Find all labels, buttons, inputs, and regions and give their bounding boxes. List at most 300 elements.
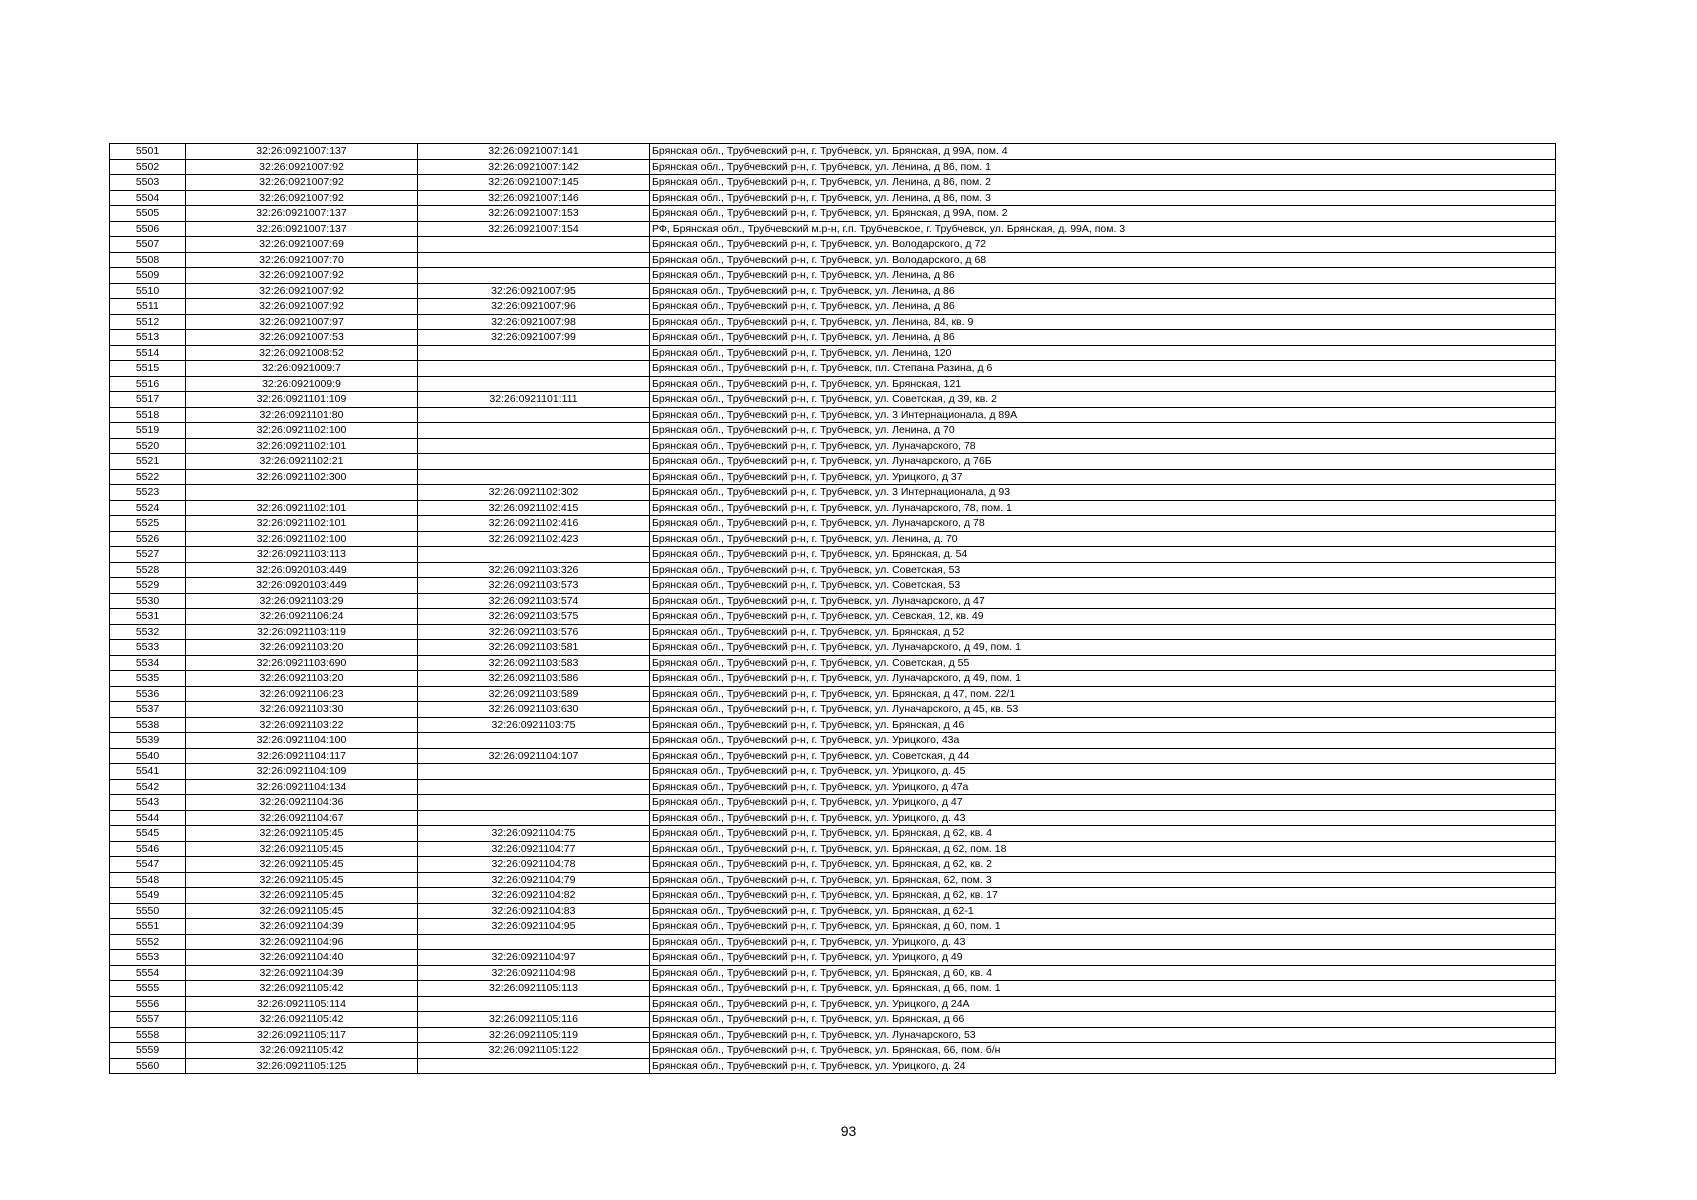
cadastral-number-cell bbox=[418, 376, 650, 392]
cadastral-number-cell: 32:26:0921103:573 bbox=[418, 578, 650, 594]
cadastral-number-cell: 32:26:0921103:586 bbox=[418, 671, 650, 687]
address-cell: Брянская обл., Трубчевский р-н, г. Трубчевск, пл. Степана Разина, д 6 bbox=[650, 361, 1556, 377]
address-cell: Брянская обл., Трубчевский р-н, г. Трубчевск, ул. Урицкого, д 24А bbox=[650, 996, 1556, 1012]
table-row bbox=[110, 578, 1556, 594]
table-row bbox=[110, 268, 1556, 284]
cadastral-number-cell bbox=[418, 407, 650, 423]
address-cell: Брянская обл., Трубчевский р-н, г. Трубчевск, ул. Ленина, д 86, пом. 1 bbox=[650, 159, 1556, 175]
address-cell: Брянская обл., Трубчевский р-н, г. Трубчевск, ул. Брянская, 121 bbox=[650, 376, 1556, 392]
table-row bbox=[110, 593, 1556, 609]
parent-cadastral-number-cell: 32:26:0921104:100 bbox=[186, 733, 418, 749]
parent-cadastral-number-cell: 32:26:0921104:134 bbox=[186, 779, 418, 795]
table-row bbox=[110, 965, 1556, 981]
row-number-cell: 5548 bbox=[110, 872, 186, 888]
address-cell: Брянская обл., Трубчевский р-н, г. Трубчевск, ул. Брянская, д 99А, пом. 2 bbox=[650, 206, 1556, 222]
cadastral-number-cell bbox=[418, 1058, 650, 1074]
row-number-cell: 5545 bbox=[110, 826, 186, 842]
parent-cadastral-number-cell: 32:26:0921102:101 bbox=[186, 438, 418, 454]
address-cell: Брянская обл., Трубчевский р-н, г. Трубчевск, ул. Луначарского, д 78 bbox=[650, 516, 1556, 532]
parent-cadastral-number-cell: 32:26:0921102:21 bbox=[186, 454, 418, 470]
cadastral-number-cell bbox=[418, 423, 650, 439]
cadastral-number-cell bbox=[418, 438, 650, 454]
row-number-cell: 5534 bbox=[110, 655, 186, 671]
cadastral-number-cell: 32:26:0921104:95 bbox=[418, 919, 650, 935]
table-row bbox=[110, 485, 1556, 501]
table-row bbox=[110, 423, 1556, 439]
parent-cadastral-number-cell: 32:26:0921007:92 bbox=[186, 175, 418, 191]
cadastral-number-cell bbox=[418, 469, 650, 485]
parent-cadastral-number-cell: 32:26:0921007:137 bbox=[186, 206, 418, 222]
row-number-cell: 5551 bbox=[110, 919, 186, 935]
address-cell: Брянская обл., Трубчевский р-н, г. Трубчевск, ул. Володарского, д 72 bbox=[650, 237, 1556, 253]
row-number-cell: 5556 bbox=[110, 996, 186, 1012]
table-row bbox=[110, 764, 1556, 780]
table-row bbox=[110, 733, 1556, 749]
row-number-cell: 5541 bbox=[110, 764, 186, 780]
cadastral-number-cell: 32:26:0921007:98 bbox=[418, 314, 650, 330]
address-cell: Брянская обл., Трубчевский р-н, г. Трубчевск, ул. Ленина, д 86 bbox=[650, 283, 1556, 299]
cadastral-number-cell: 32:26:0921104:78 bbox=[418, 857, 650, 873]
address-cell: Брянская обл., Трубчевский р-н, г. Трубчевск, ул. Брянская, д 60, кв. 4 bbox=[650, 965, 1556, 981]
address-cell: Брянская обл., Трубчевский р-н, г. Трубчевск, ул. Брянская, д 99А, пом. 4 bbox=[650, 144, 1556, 160]
address-cell: Брянская обл., Трубчевский р-н, г. Трубчевск, ул. Брянская, д 62, пом. 18 bbox=[650, 841, 1556, 857]
table-row bbox=[110, 655, 1556, 671]
table-row bbox=[110, 841, 1556, 857]
parent-cadastral-number-cell: 32:26:0921105:125 bbox=[186, 1058, 418, 1074]
row-number-cell: 5540 bbox=[110, 748, 186, 764]
row-number-cell: 5537 bbox=[110, 702, 186, 718]
cadastral-number-cell: 32:26:0921007:99 bbox=[418, 330, 650, 346]
parent-cadastral-number-cell: 32:26:0921102:100 bbox=[186, 531, 418, 547]
table-row bbox=[110, 810, 1556, 826]
parent-cadastral-number-cell: 32:26:0921104:39 bbox=[186, 919, 418, 935]
parent-cadastral-number-cell: 32:26:0921104:39 bbox=[186, 965, 418, 981]
table-row bbox=[110, 283, 1556, 299]
address-cell: Брянская обл., Трубчевский р-н, г. Трубчевск, ул. Брянская, д 47, пом. 22/1 bbox=[650, 686, 1556, 702]
address-cell: Брянская обл., Трубчевский р-н, г. Трубчевск, ул. Ленина, д 86 bbox=[650, 299, 1556, 315]
parent-cadastral-number-cell: 32:26:0921101:109 bbox=[186, 392, 418, 408]
parent-cadastral-number-cell: 32:26:0921103:119 bbox=[186, 624, 418, 640]
row-number-cell: 5535 bbox=[110, 671, 186, 687]
parent-cadastral-number-cell: 32:26:0921102:101 bbox=[186, 500, 418, 516]
parent-cadastral-number-cell: 32:26:0921007:137 bbox=[186, 221, 418, 237]
address-cell: Брянская обл., Трубчевский р-н, г. Трубчевск, ул. Луначарского, 53 bbox=[650, 1027, 1556, 1043]
cadastral-number-cell: 32:26:0921103:75 bbox=[418, 717, 650, 733]
cadastral-number-cell: 32:26:0921104:98 bbox=[418, 965, 650, 981]
parent-cadastral-number-cell: 32:26:0921103:690 bbox=[186, 655, 418, 671]
parent-cadastral-number-cell: 32:26:0921103:22 bbox=[186, 717, 418, 733]
parent-cadastral-number-cell: 32:26:0921104:40 bbox=[186, 950, 418, 966]
table-row bbox=[110, 159, 1556, 175]
parent-cadastral-number-cell: 32:26:0921104:67 bbox=[186, 810, 418, 826]
table-row bbox=[110, 376, 1556, 392]
cadastral-number-cell: 32:26:0921103:630 bbox=[418, 702, 650, 718]
table-row bbox=[110, 438, 1556, 454]
parent-cadastral-number-cell: 32:26:0921105:117 bbox=[186, 1027, 418, 1043]
cadastral-number-cell: 32:26:0921007:95 bbox=[418, 283, 650, 299]
table-row bbox=[110, 175, 1556, 191]
address-cell: Брянская обл., Трубчевский р-н, г. Трубчевск, ул. Брянская, д 60, пом. 1 bbox=[650, 919, 1556, 935]
cadastral-number-cell: 32:26:0921104:97 bbox=[418, 950, 650, 966]
cadastral-number-cell: 32:26:0921007:142 bbox=[418, 159, 650, 175]
row-number-cell: 5506 bbox=[110, 221, 186, 237]
parent-cadastral-number-cell: 32:26:0920103:449 bbox=[186, 578, 418, 594]
row-number-cell: 5525 bbox=[110, 516, 186, 532]
address-cell: Брянская обл., Трубчевский р-н, г. Трубчевск, ул. Брянская, д 46 bbox=[650, 717, 1556, 733]
row-number-cell: 5520 bbox=[110, 438, 186, 454]
parent-cadastral-number-cell: 32:26:0921007:53 bbox=[186, 330, 418, 346]
parent-cadastral-number-cell: 32:26:0921007:92 bbox=[186, 283, 418, 299]
parent-cadastral-number-cell: 32:26:0921105:45 bbox=[186, 888, 418, 904]
table-row bbox=[110, 144, 1556, 160]
table-row bbox=[110, 888, 1556, 904]
parent-cadastral-number-cell: 32:26:0921105:45 bbox=[186, 857, 418, 873]
address-cell: Брянская обл., Трубчевский р-н, г. Трубчевск, ул. 3 Интернационала, д 89А bbox=[650, 407, 1556, 423]
cadastral-number-cell: 32:26:0921103:581 bbox=[418, 640, 650, 656]
address-cell: Брянская обл., Трубчевский р-н, г. Трубчевск, ул. Брянская, д 62, кв. 2 bbox=[650, 857, 1556, 873]
table-row bbox=[110, 547, 1556, 563]
address-cell: Брянская обл., Трубчевский р-н, г. Трубчевск, ул. Ленина, д 86 bbox=[650, 330, 1556, 346]
address-cell: Брянская обл., Трубчевский р-н, г. Трубчевск, ул. Луначарского, 78, пом. 1 bbox=[650, 500, 1556, 516]
cadastral-number-cell: 32:26:0921104:83 bbox=[418, 903, 650, 919]
parent-cadastral-number-cell: 32:26:0921103:30 bbox=[186, 702, 418, 718]
parent-cadastral-number-cell: 32:26:0920103:449 bbox=[186, 562, 418, 578]
parent-cadastral-number-cell: 32:26:0921007:92 bbox=[186, 190, 418, 206]
address-cell: Брянская обл., Трубчевский р-н, г. Трубчевск, ул. Брянская, д. 54 bbox=[650, 547, 1556, 563]
cadastral-number-cell: 32:26:0921101:111 bbox=[418, 392, 650, 408]
row-number-cell: 5557 bbox=[110, 1012, 186, 1028]
address-cell: Брянская обл., Трубчевский р-н, г. Трубчевск, ул. Урицкого, д. 43 bbox=[650, 810, 1556, 826]
table-row bbox=[110, 454, 1556, 470]
cadastral-number-cell: 32:26:0921104:75 bbox=[418, 826, 650, 842]
address-cell: Брянская обл., Трубчевский р-н, г. Трубчевск, ул. Луначарского, д 45, кв. 53 bbox=[650, 702, 1556, 718]
table-row bbox=[110, 469, 1556, 485]
cadastral-number-cell bbox=[418, 345, 650, 361]
address-cell: Брянская обл., Трубчевский р-н, г. Трубчевск, ул. Урицкого, д 47а bbox=[650, 779, 1556, 795]
cadastral-number-cell: 32:26:0921007:141 bbox=[418, 144, 650, 160]
address-cell: Брянская обл., Трубчевский р-н, г. Трубчевск, ул. 3 Интернационала, д 93 bbox=[650, 485, 1556, 501]
row-number-cell: 5502 bbox=[110, 159, 186, 175]
address-cell: Брянская обл., Трубчевский р-н, г. Трубчевск, ул. Брянская, д 62, кв. 17 bbox=[650, 888, 1556, 904]
address-cell: Брянская обл., Трубчевский р-н, г. Трубчевск, ул. Луначарского, д 76Б bbox=[650, 454, 1556, 470]
cadastral-number-cell: 32:26:0921105:119 bbox=[418, 1027, 650, 1043]
row-number-cell: 5516 bbox=[110, 376, 186, 392]
row-number-cell: 5523 bbox=[110, 485, 186, 501]
cadastral-number-cell: 32:26:0921104:82 bbox=[418, 888, 650, 904]
address-cell: Брянская обл., Трубчевский р-н, г. Трубчевск, ул. Брянская, д 62-1 bbox=[650, 903, 1556, 919]
cadastral-number-cell: 32:26:0921103:576 bbox=[418, 624, 650, 640]
table-row bbox=[110, 330, 1556, 346]
address-cell: Брянская обл., Трубчевский р-н, г. Трубчевск, ул. Урицкого, д. 43 bbox=[650, 934, 1556, 950]
cadastral-number-cell: 32:26:0921007:154 bbox=[418, 221, 650, 237]
registry-table bbox=[109, 143, 1556, 1074]
cadastral-number-cell: 32:26:0921105:116 bbox=[418, 1012, 650, 1028]
address-cell: Брянская обл., Трубчевский р-н, г. Трубчевск, ул. Урицкого, д 37 bbox=[650, 469, 1556, 485]
parent-cadastral-number-cell: 32:26:0921008:52 bbox=[186, 345, 418, 361]
address-cell: Брянская обл., Трубчевский р-н, г. Трубчевск, ул. Урицкого, 43а bbox=[650, 733, 1556, 749]
row-number-cell: 5532 bbox=[110, 624, 186, 640]
table-row bbox=[110, 1058, 1556, 1074]
row-number-cell: 5559 bbox=[110, 1043, 186, 1059]
parent-cadastral-number-cell: 32:26:0921102:101 bbox=[186, 516, 418, 532]
cadastral-number-cell bbox=[418, 779, 650, 795]
address-cell: Брянская обл., Трубчевский р-н, г. Трубчевск, ул. Ленина, д 86, пом. 3 bbox=[650, 190, 1556, 206]
row-number-cell: 5536 bbox=[110, 686, 186, 702]
row-number-cell: 5554 bbox=[110, 965, 186, 981]
row-number-cell: 5519 bbox=[110, 423, 186, 439]
parent-cadastral-number-cell: 32:26:0921103:20 bbox=[186, 640, 418, 656]
address-cell: Брянская обл., Трубчевский р-н, г. Трубчевск, ул. Урицкого, д. 24 bbox=[650, 1058, 1556, 1074]
row-number-cell: 5549 bbox=[110, 888, 186, 904]
parent-cadastral-number-cell: 32:26:0921104:96 bbox=[186, 934, 418, 950]
address-cell: Брянская обл., Трубчевский р-н, г. Трубчевск, ул. Урицкого, д 47 bbox=[650, 795, 1556, 811]
cadastral-number-cell: 32:26:0921104:77 bbox=[418, 841, 650, 857]
table-row bbox=[110, 857, 1556, 873]
address-cell: Брянская обл., Трубчевский р-н, г. Трубчевск, ул. Брянская, д 52 bbox=[650, 624, 1556, 640]
row-number-cell: 5503 bbox=[110, 175, 186, 191]
cadastral-number-cell bbox=[418, 996, 650, 1012]
table-row bbox=[110, 748, 1556, 764]
table-row bbox=[110, 237, 1556, 253]
address-cell: Брянская обл., Трубчевский р-н, г. Трубчевск, ул. Советская, 53 bbox=[650, 562, 1556, 578]
table-row bbox=[110, 934, 1556, 950]
table-row bbox=[110, 1012, 1556, 1028]
row-number-cell: 5518 bbox=[110, 407, 186, 423]
parent-cadastral-number-cell: 32:26:0921106:24 bbox=[186, 609, 418, 625]
row-number-cell: 5508 bbox=[110, 252, 186, 268]
row-number-cell: 5527 bbox=[110, 547, 186, 563]
address-cell: Брянская обл., Трубчевский р-н, г. Трубчевск, ул. Урицкого, д. 45 bbox=[650, 764, 1556, 780]
address-cell: Брянская обл., Трубчевский р-н, г. Трубчевск, ул. Урицкого, д 49 bbox=[650, 950, 1556, 966]
table-row bbox=[110, 1027, 1556, 1043]
row-number-cell: 5560 bbox=[110, 1058, 186, 1074]
cadastral-number-cell bbox=[418, 547, 650, 563]
parent-cadastral-number-cell: 32:26:0921106:23 bbox=[186, 686, 418, 702]
parent-cadastral-number-cell: 32:26:0921103:29 bbox=[186, 593, 418, 609]
parent-cadastral-number-cell: 32:26:0921007:70 bbox=[186, 252, 418, 268]
cadastral-number-cell: 32:26:0921103:589 bbox=[418, 686, 650, 702]
parent-cadastral-number-cell: 32:26:0921101:80 bbox=[186, 407, 418, 423]
cadastral-number-cell: 32:26:0921103:574 bbox=[418, 593, 650, 609]
address-cell: Брянская обл., Трубчевский р-н, г. Трубчевск, ул. Советская, д 39, кв. 2 bbox=[650, 392, 1556, 408]
table-row bbox=[110, 299, 1556, 315]
parent-cadastral-number-cell: 32:26:0921105:42 bbox=[186, 1012, 418, 1028]
row-number-cell: 5558 bbox=[110, 1027, 186, 1043]
address-cell: Брянская обл., Трубчевский р-н, г. Трубчевск, ул. Брянская, 62, пом. 3 bbox=[650, 872, 1556, 888]
cadastral-number-cell: 32:26:0921102:423 bbox=[418, 531, 650, 547]
cadastral-number-cell: 32:26:0921102:302 bbox=[418, 485, 650, 501]
table-row bbox=[110, 903, 1556, 919]
row-number-cell: 5542 bbox=[110, 779, 186, 795]
cadastral-number-cell bbox=[418, 237, 650, 253]
table-row bbox=[110, 981, 1556, 997]
cadastral-number-cell bbox=[418, 361, 650, 377]
parent-cadastral-number-cell: 32:26:0921007:92 bbox=[186, 268, 418, 284]
table-row bbox=[110, 407, 1556, 423]
parent-cadastral-number-cell: 32:26:0921007:69 bbox=[186, 237, 418, 253]
row-number-cell: 5530 bbox=[110, 593, 186, 609]
cadastral-number-cell bbox=[418, 764, 650, 780]
table-row bbox=[110, 717, 1556, 733]
address-cell: Брянская обл., Трубчевский р-н, г. Трубчевск, ул. Советская, д 55 bbox=[650, 655, 1556, 671]
address-cell: Брянская обл., Трубчевский р-н, г. Трубчевск, ул. Луначарского, д 47 bbox=[650, 593, 1556, 609]
cadastral-number-cell: 32:26:0921007:145 bbox=[418, 175, 650, 191]
address-cell: Брянская обл., Трубчевский р-н, г. Трубчевск, ул. Севская, 12, кв. 49 bbox=[650, 609, 1556, 625]
parent-cadastral-number-cell: 32:26:0921103:113 bbox=[186, 547, 418, 563]
address-cell: Брянская обл., Трубчевский р-н, г. Трубчевск, ул. Брянская, д 66 bbox=[650, 1012, 1556, 1028]
parent-cadastral-number-cell: 32:26:0921007:97 bbox=[186, 314, 418, 330]
parent-cadastral-number-cell: 32:26:0921105:45 bbox=[186, 903, 418, 919]
parent-cadastral-number-cell: 32:26:0921102:100 bbox=[186, 423, 418, 439]
table-row bbox=[110, 392, 1556, 408]
row-number-cell: 5517 bbox=[110, 392, 186, 408]
row-number-cell: 5539 bbox=[110, 733, 186, 749]
table-row bbox=[110, 640, 1556, 656]
row-number-cell: 5544 bbox=[110, 810, 186, 826]
parent-cadastral-number-cell: 32:26:0921105:45 bbox=[186, 841, 418, 857]
row-number-cell: 5531 bbox=[110, 609, 186, 625]
row-number-cell: 5528 bbox=[110, 562, 186, 578]
table-row bbox=[110, 221, 1556, 237]
address-cell: Брянская обл., Трубчевский р-н, г. Трубчевск, ул. Советская, д 44 bbox=[650, 748, 1556, 764]
parent-cadastral-number-cell: 32:26:0921009:7 bbox=[186, 361, 418, 377]
cadastral-number-cell: 32:26:0921007:153 bbox=[418, 206, 650, 222]
page-number: 93 bbox=[840, 1123, 857, 1139]
table-row bbox=[110, 609, 1556, 625]
address-cell: Брянская обл., Трубчевский р-н, г. Трубчевск, ул. Советская, 53 bbox=[650, 578, 1556, 594]
row-number-cell: 5504 bbox=[110, 190, 186, 206]
cadastral-number-cell bbox=[418, 810, 650, 826]
cadastral-number-cell: 32:26:0921102:415 bbox=[418, 500, 650, 516]
row-number-cell: 5555 bbox=[110, 981, 186, 997]
cadastral-number-cell bbox=[418, 733, 650, 749]
row-number-cell: 5529 bbox=[110, 578, 186, 594]
row-number-cell: 5509 bbox=[110, 268, 186, 284]
parent-cadastral-number-cell: 32:26:0921104:109 bbox=[186, 764, 418, 780]
row-number-cell: 5524 bbox=[110, 500, 186, 516]
row-number-cell: 5552 bbox=[110, 934, 186, 950]
table-row bbox=[110, 1043, 1556, 1059]
cadastral-number-cell: 32:26:0921104:107 bbox=[418, 748, 650, 764]
row-number-cell: 5512 bbox=[110, 314, 186, 330]
row-number-cell: 5526 bbox=[110, 531, 186, 547]
parent-cadastral-number-cell: 32:26:0921007:92 bbox=[186, 299, 418, 315]
table-row bbox=[110, 996, 1556, 1012]
parent-cadastral-number-cell: 32:26:0921104:36 bbox=[186, 795, 418, 811]
address-cell: Брянская обл., Трубчевский р-н, г. Трубчевск, ул. Брянская, д 66, пом. 1 bbox=[650, 981, 1556, 997]
parent-cadastral-number-cell: 32:26:0921009:9 bbox=[186, 376, 418, 392]
parent-cadastral-number-cell: 32:26:0921007:137 bbox=[186, 144, 418, 160]
table-row bbox=[110, 314, 1556, 330]
address-cell: Брянская обл., Трубчевский р-н, г. Трубчевск, ул. Ленина, 84, кв. 9 bbox=[650, 314, 1556, 330]
address-cell: Брянская обл., Трубчевский р-н, г. Трубчевск, ул. Луначарского, д 49, пом. 1 bbox=[650, 640, 1556, 656]
row-number-cell: 5514 bbox=[110, 345, 186, 361]
row-number-cell: 5511 bbox=[110, 299, 186, 315]
table-row bbox=[110, 252, 1556, 268]
row-number-cell: 5550 bbox=[110, 903, 186, 919]
cadastral-number-cell: 32:26:0921103:575 bbox=[418, 609, 650, 625]
row-number-cell: 5546 bbox=[110, 841, 186, 857]
cadastral-number-cell bbox=[418, 268, 650, 284]
row-number-cell: 5510 bbox=[110, 283, 186, 299]
cadastral-number-cell: 32:26:0921103:326 bbox=[418, 562, 650, 578]
parent-cadastral-number-cell bbox=[186, 485, 418, 501]
table-row bbox=[110, 345, 1556, 361]
cadastral-number-cell bbox=[418, 454, 650, 470]
row-number-cell: 5522 bbox=[110, 469, 186, 485]
row-number-cell: 5533 bbox=[110, 640, 186, 656]
address-cell: Брянская обл., Трубчевский р-н, г. Трубчевск, ул. Володарского, д 68 bbox=[650, 252, 1556, 268]
row-number-cell: 5538 bbox=[110, 717, 186, 733]
cadastral-number-cell bbox=[418, 934, 650, 950]
table-row bbox=[110, 190, 1556, 206]
table-row bbox=[110, 562, 1556, 578]
address-cell: Брянская обл., Трубчевский р-н, г. Трубчевск, ул. Ленина, 120 bbox=[650, 345, 1556, 361]
table-row bbox=[110, 826, 1556, 842]
row-number-cell: 5515 bbox=[110, 361, 186, 377]
table-row bbox=[110, 516, 1556, 532]
parent-cadastral-number-cell: 32:26:0921105:42 bbox=[186, 1043, 418, 1059]
table-row bbox=[110, 531, 1556, 547]
table-row bbox=[110, 872, 1556, 888]
table-row bbox=[110, 795, 1556, 811]
address-cell: Брянская обл., Трубчевский р-н, г. Трубчевск, ул. Ленина, д 70 bbox=[650, 423, 1556, 439]
table-row bbox=[110, 671, 1556, 687]
parent-cadastral-number-cell: 32:26:0921102:300 bbox=[186, 469, 418, 485]
parent-cadastral-number-cell: 32:26:0921104:117 bbox=[186, 748, 418, 764]
parent-cadastral-number-cell: 32:26:0921105:42 bbox=[186, 981, 418, 997]
address-cell: Брянская обл., Трубчевский р-н, г. Трубчевск, ул. Брянская, д 62, кв. 4 bbox=[650, 826, 1556, 842]
table-row bbox=[110, 206, 1556, 222]
address-cell: Брянская обл., Трубчевский р-н, г. Трубчевск, ул. Брянская, 66, пом. б/н bbox=[650, 1043, 1556, 1059]
address-cell: Брянская обл., Трубчевский р-н, г. Трубчевск, ул. Луначарского, 78 bbox=[650, 438, 1556, 454]
row-number-cell: 5543 bbox=[110, 795, 186, 811]
cadastral-number-cell: 32:26:0921007:96 bbox=[418, 299, 650, 315]
parent-cadastral-number-cell: 32:26:0921007:92 bbox=[186, 159, 418, 175]
table-row bbox=[110, 702, 1556, 718]
address-cell: Брянская обл., Трубчевский р-н, г. Трубчевск, ул. Ленина, д 86, пом. 2 bbox=[650, 175, 1556, 191]
table-row bbox=[110, 500, 1556, 516]
row-number-cell: 5513 bbox=[110, 330, 186, 346]
row-number-cell: 5505 bbox=[110, 206, 186, 222]
address-cell: Брянская обл., Трубчевский р-н, г. Трубчевск, ул. Луначарского, д 49, пом. 1 bbox=[650, 671, 1556, 687]
cadastral-number-cell: 32:26:0921103:583 bbox=[418, 655, 650, 671]
row-number-cell: 5521 bbox=[110, 454, 186, 470]
table-row bbox=[110, 686, 1556, 702]
parent-cadastral-number-cell: 32:26:0921103:20 bbox=[186, 671, 418, 687]
table-row bbox=[110, 361, 1556, 377]
row-number-cell: 5501 bbox=[110, 144, 186, 160]
row-number-cell: 5547 bbox=[110, 857, 186, 873]
cadastral-number-cell: 32:26:0921105:122 bbox=[418, 1043, 650, 1059]
table-row bbox=[110, 950, 1556, 966]
table-row bbox=[110, 779, 1556, 795]
cadastral-number-cell: 32:26:0921104:79 bbox=[418, 872, 650, 888]
cadastral-number-cell: 32:26:0921007:146 bbox=[418, 190, 650, 206]
cadastral-number-cell bbox=[418, 252, 650, 268]
parent-cadastral-number-cell: 32:26:0921105:45 bbox=[186, 872, 418, 888]
row-number-cell: 5507 bbox=[110, 237, 186, 253]
parent-cadastral-number-cell: 32:26:0921105:45 bbox=[186, 826, 418, 842]
cadastral-number-cell bbox=[418, 795, 650, 811]
table-row bbox=[110, 624, 1556, 640]
registry-body bbox=[110, 144, 1556, 1074]
address-cell: РФ, Брянская обл., Трубчевский м.р-н, г.п. Трубчевское, г. Трубчевск, ул. Брянская, д. 99А, пом. 3 bbox=[650, 221, 1556, 237]
address-cell: Брянская обл., Трубчевский р-н, г. Трубчевск, ул. Ленина, д. 70 bbox=[650, 531, 1556, 547]
parent-cadastral-number-cell: 32:26:0921105:114 bbox=[186, 996, 418, 1012]
table-row bbox=[110, 919, 1556, 935]
cadastral-number-cell: 32:26:0921102:416 bbox=[418, 516, 650, 532]
